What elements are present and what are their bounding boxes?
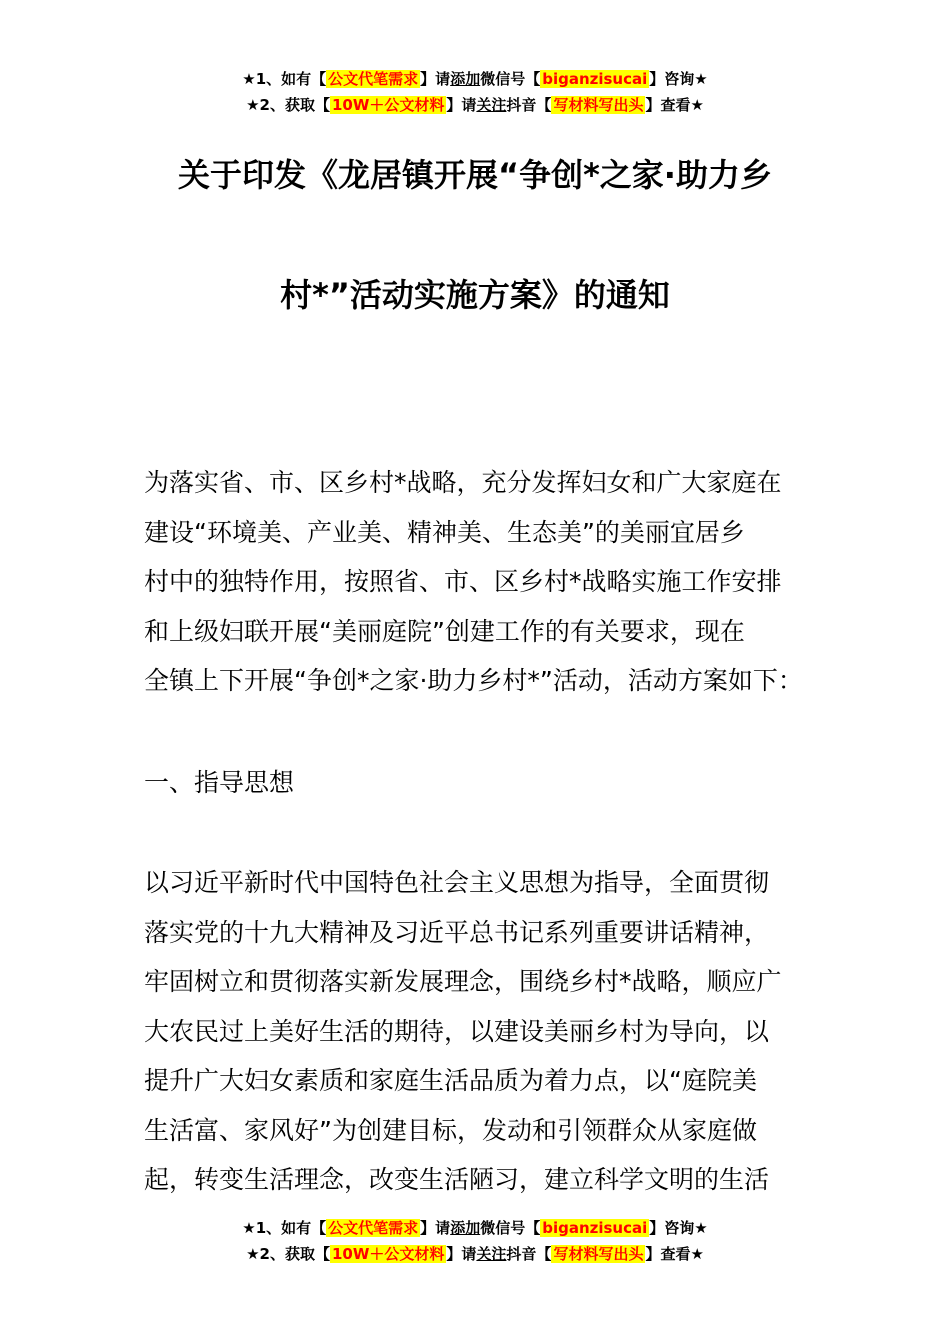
banner-underlined-text: 关注 — [476, 1245, 507, 1263]
paragraph-line: 和上级妇联开展“美丽庭院”创建工作的有关要求，现在 — [144, 616, 745, 646]
banner-highlight: 写材料写出头 — [553, 1245, 644, 1263]
banner-underlined-text: 关注 — [476, 96, 507, 114]
footer-banner — [0, 1215, 950, 1267]
header-banner — [0, 66, 950, 118]
banner-underlined-text: 添加 — [450, 70, 481, 88]
banner-text: ★1、如有【 — [242, 1219, 327, 1237]
banner-line-2 — [0, 92, 950, 118]
banner-text: 微信号【 — [480, 1219, 541, 1237]
paragraph-line: 以习近平新时代中国特色社会主义思想为指导，全面贯彻 — [144, 868, 770, 897]
banner-line-1 — [0, 1215, 950, 1241]
section-heading-text: 一、指导思想 — [144, 768, 295, 797]
banner-text: 抖音【 — [506, 1245, 552, 1263]
paragraph-line: 生活富、家风好”为创建目标，发动和引领群众从家庭做 — [144, 1115, 757, 1145]
paragraph-line: 建设“环境美、产业美、精神美、生态美”的美丽宜居乡 — [144, 517, 745, 547]
banner-highlight: 写材料写出头 — [553, 96, 644, 114]
paragraph-line: 村中的独特作用，按照省、市、区乡村*战略实施工作安排 — [144, 567, 782, 596]
banner-underlined-text: 添加 — [450, 1219, 481, 1237]
banner-text: 】咨询★ — [649, 1219, 708, 1237]
banner-highlight: 公文代笔需求 — [328, 1219, 419, 1237]
banner-text: ★2、获取【 — [246, 96, 330, 114]
banner-line-2 — [0, 1241, 950, 1267]
banner-text: ★1、如有【 — [242, 70, 327, 88]
banner-highlight: biganzisucai — [542, 1219, 648, 1237]
banner-text: 】请 — [420, 1219, 451, 1237]
paragraph-line: 全镇上下开展“争创*之家·助力乡村*”活动，活动方案如下： — [144, 666, 803, 695]
banner-text: 】查看★ — [645, 96, 704, 114]
banner-text: 抖音【 — [506, 96, 552, 114]
section-heading — [144, 758, 834, 808]
banner-text: 】咨询★ — [649, 70, 708, 88]
paragraph-line: 提升广大妇女素质和家庭生活品质为着力点，以“庭院美 — [144, 1066, 757, 1095]
banner-highlight: biganzisucai — [542, 70, 648, 88]
paragraph-line: 为落实省、市、区乡村*战略，充分发挥妇女和广大家庭在 — [144, 468, 782, 497]
banner-text: ★2、获取【 — [246, 1245, 330, 1263]
paragraph-line: 牢固树立和贯彻落实新发展理念，围绕乡村*战略，顺应广 — [144, 967, 782, 996]
paragraph-line: 落实党的十九大精神及习近平总书记系列重要讲话精神， — [144, 917, 770, 947]
banner-text: 】请 — [446, 96, 477, 114]
document-title-line-1: 关于印发《龙居镇开展“争创*之家·助力乡 — [178, 156, 772, 194]
banner-highlight: 公文代笔需求 — [328, 70, 419, 88]
section-paragraph — [144, 858, 834, 1205]
banner-text: 】请 — [446, 1245, 477, 1263]
banner-highlight: 10W＋公文材料 — [331, 1245, 445, 1263]
banner-highlight: 10W＋公文材料 — [331, 96, 445, 114]
banner-text: 】查看★ — [645, 1245, 704, 1263]
banner-line-1 — [0, 66, 950, 92]
banner-text: 】请 — [420, 70, 451, 88]
paragraph-line: 大农民过上美好生活的期待，以建设美丽乡村为导向，以 — [144, 1016, 770, 1046]
paragraph-line: 起，转变生活理念，改变生活陋习，建立科学文明的生活 — [144, 1165, 770, 1194]
document-title-line-2: 村*”活动实施方案》的通知 — [280, 276, 670, 314]
intro-paragraph — [144, 458, 834, 706]
banner-text: 微信号【 — [480, 70, 541, 88]
